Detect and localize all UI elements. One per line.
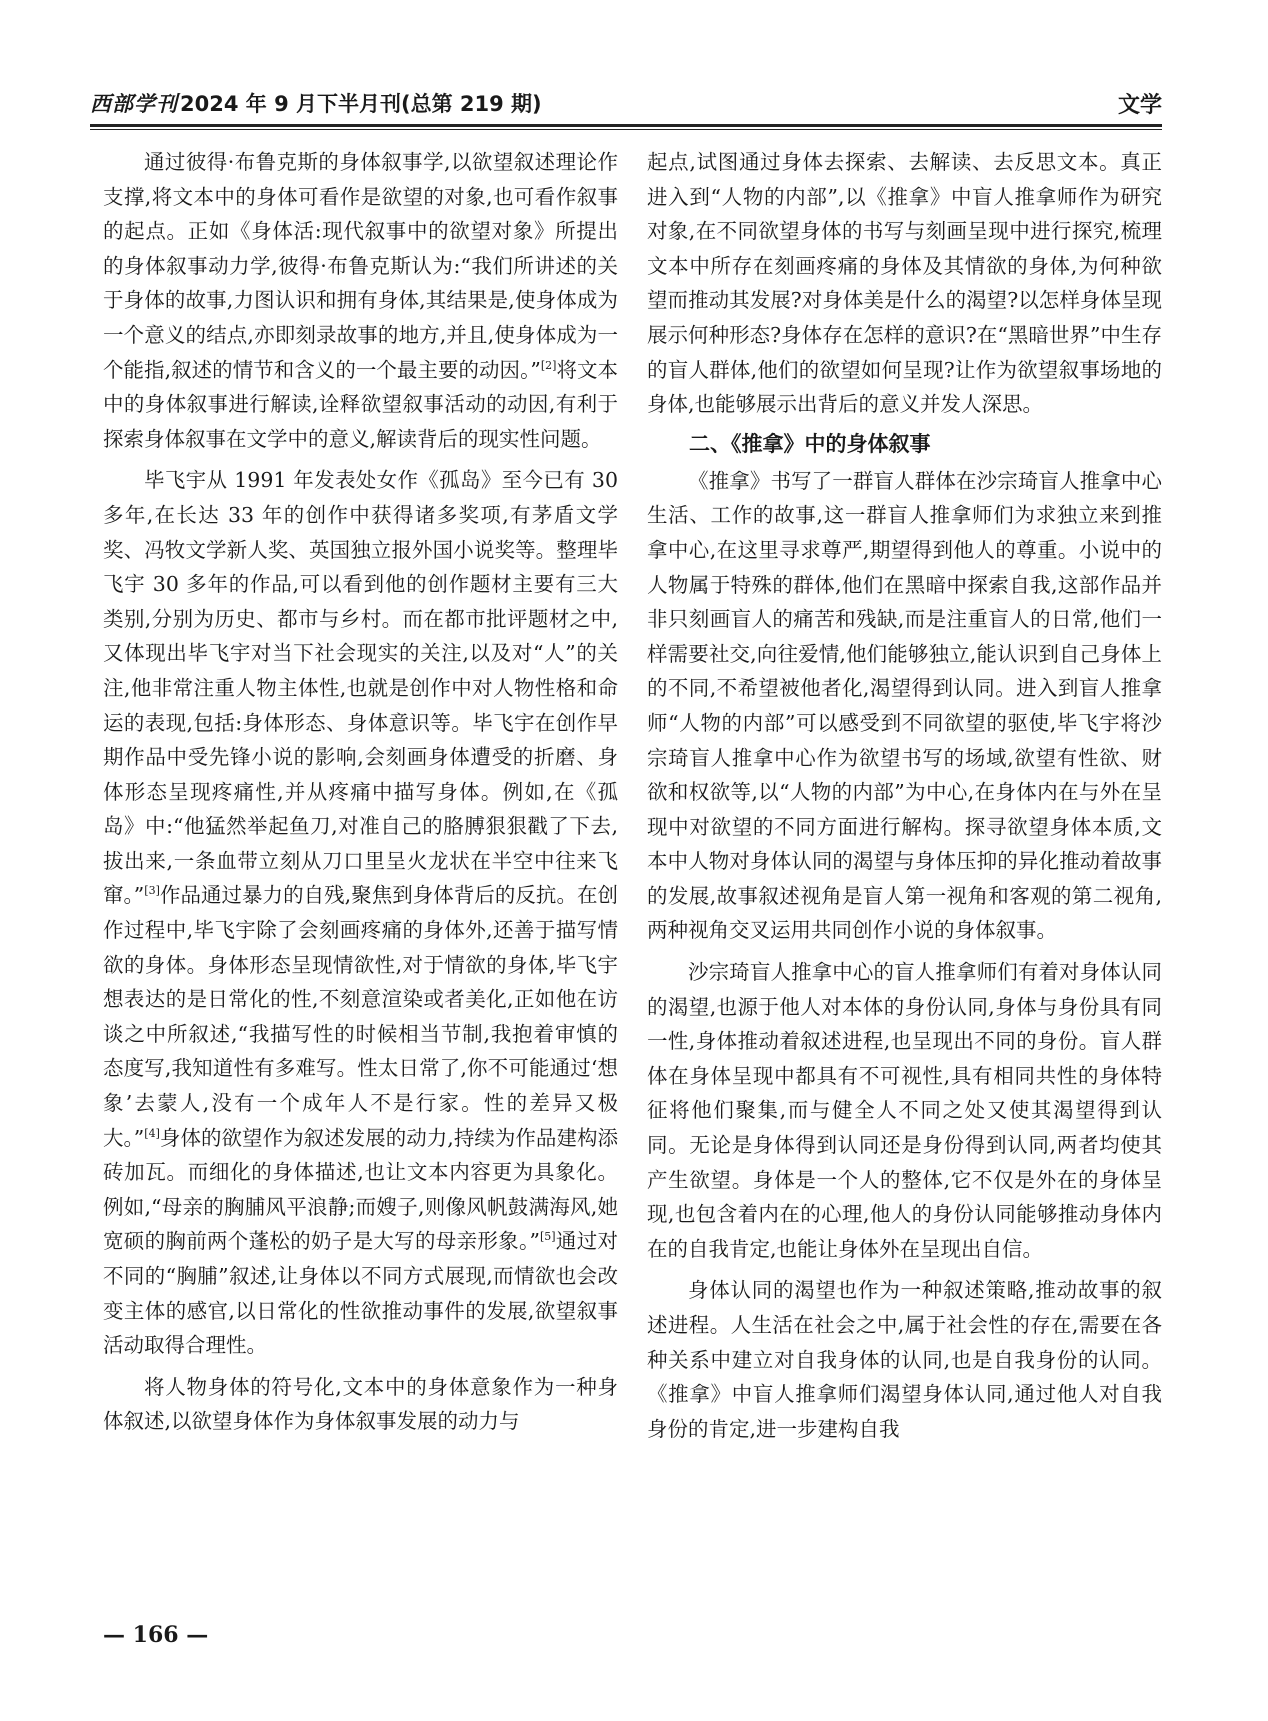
paragraph-3: 将人物身体的符号化,文本中的身体意象作为一种身体叙述,以欲望身体作为身体叙事发展的动力与 — [103, 1374, 618, 1434]
running-header — [90, 88, 1162, 122]
paragraph-6: 身体认同的渴望也作为一种叙述策略,推动故事的叙述进程。人生活在社会之中,属于社会性的存在,需要在各种关系中建立对自我身体的认同,也是自我身份的认同。《推拿》中盲人推拿师们渴望身体认同,通过他人对自我身份的肯定,进一步建构自我 — [647, 1278, 1162, 1441]
paragraph-2: 毕飞宇从 1991 年发表处女作《孤岛》至今已有 30 多年,在长达 33 年的创作中获得诸多奖项,有茅盾文学奖、冯牧文学新人奖、英国独立报外国小说奖等。整理毕飞宇 30 多年的作品,可以看到他的创作题材主要有三大类别,分别为历史、都市与乡村。而在都市批评题材之中,又体现出毕飞宇对当下社会现实的关注,以及对“人”的关注,他非常注重人物主体性,也就是创作中对人物性格和命运的表现,包括:身体形态、身体意识等。毕飞宇在创作早期作品中受先锋小说的影响,会刻画身体遭受的折磨、身体形态呈现疼痛性,并从疼痛中描写身体。例如,在《孤岛》中:“他猛然举起鱼刀,对准自己的胳膊狠狠戳了下去,拔出来,一条血带立刻从刀口里呈火龙状在半空中往来飞窜。”[3]作品通过暴力的自残,聚焦到身体背后的反抗。在创作过程中,毕飞宇除了会刻画疼痛的身体外,还善于描写情欲的身体。身体形态呈现情欲性,对于情欲的身体,毕飞宇想表达的是日常化的性,不刻意渲染或者美化,正如他在访谈之中所叙述,“我描写性的时候相当节制,我抱着审慎的态度写,我知道性有多难写。性太日常了,你不可能通过‘想象’去蒙人,没有一个成年人不是行家。性的差异又极大。”[4]身体的欲望作为叙述发展的动力,持续为作品建构添砖加瓦。而细化的身体描述,也让文本内容更为具象化。例如,“母亲的胸脯风平浪静;而嫂子,则像风帆鼓满海风,她宽硕的胸前两个蓬松的奶子是大写的母亲形象。”[5]通过对不同的“胸脯”叙述,让身体以不同方式展现,而情欲也会改变主体的感官,以日常化的性欲推动事件的发展,欲望叙事活动取得合理性。 — [103, 468, 618, 1358]
right-column — [647, 145, 1162, 1635]
paragraph-continued: 起点,试图通过身体去探索、去解读、去反思文本。真正进入到“人物的内部”,以《推拿》中盲人推拿师作为研究对象,在不同欲望身体的书写与刻画呈现中进行探究,梳理文本中所存在刻画疼痛的身体及其情欲的身体,为何种欲望而推动其发展?对身体美是什么的渴望?以怎样身体呈现展示何种形态?身体存在怎样的意识?在“黑暗世界”中生存的盲人群体,他们的欲望如何呈现?让作为欲望叙事场地的身体,也能够展示出背后的意义并发人深思。 — [647, 150, 1162, 417]
journal-logo: 西部学刊 — [90, 91, 178, 116]
section-label: 文学 — [1117, 93, 1162, 118]
page-number: — 166 — — [103, 1622, 209, 1648]
citation-ref: [2] — [540, 358, 557, 372]
journal-issue — [90, 88, 542, 118]
citation-ref: [3] — [144, 884, 160, 898]
citation-ref: [4] — [144, 1126, 160, 1140]
paragraph-5: 沙宗琦盲人推拿中心的盲人推拿师们有着对身体认同的渴望,也源于他人对本体的身份认同,身体与身份具有同一性,身体推动着叙述进程,也呈现出不同的身份。盲人群体在身体呈现中都具有不可视性,具有相同共性的身体特征将他们聚集,而与健全人不同之处又使其渴望得到认同。无论是身体得到认同还是身份得到认同,两者均使其产生欲望。身体是一个人的整体,它不仅是外在的身体呈现,也包含着内在的心理,他人的身份认同能够推动身体内在的自我肯定,也能让身体外在呈现出自信。 — [647, 960, 1162, 1261]
left-column — [103, 145, 618, 1635]
section-heading: 二、《推拿》中的身体叙事 — [689, 431, 931, 456]
issue-text: 2024 年 9 月下半月刊(总第 219 期) — [180, 92, 542, 116]
citation-ref: [5] — [540, 1230, 556, 1244]
header-rule-thin — [90, 129, 1162, 130]
header-rule — [90, 124, 1162, 127]
paragraph-4: 《推拿》书写了一群盲人群体在沙宗琦盲人推拿中心生活、工作的故事,这一群盲人推拿师们为求独立来到推拿中心,在这里寻求尊严,期望得到他人的尊重。小说中的人物属于特殊的群体,他们在黑暗中探索自我,这部作品并非只刻画盲人的痛苦和残缺,而是注重盲人的日常,他们一样需要社交,向往爱情,他们能够独立,能认识到自己身体上的不同,不希望被他者化,渴望得到认同。进入到盲人推拿师“人物的内部”可以感受到不同欲望的驱使,毕飞宇将沙宗琦盲人推拿中心作为欲望书写的场域,欲望有性欲、财欲和权欲等,以“人物的内部”为中心,在身体内在与外在呈现中对欲望的不同方面进行解构。探寻欲望身体本质,文本中人物对身体认同的渴望与身体压抑的异化推动着故事的发展,故事叙述视角是盲人第一视角和客观的第二视角,两种视角交叉运用共同创作小说的身体叙事。 — [647, 468, 1162, 943]
paragraph-1: 通过彼得·布鲁克斯的身体叙事学,以欲望叙述理论作支撑,将文本中的身体可看作是欲望的对象,也可看作叙事的起点。正如《身体活:现代叙事中的欲望对象》所提出的身体叙事动力学,彼得·布鲁克斯认为:“我们所讲述的关于身体的故事,力图认识和拥有身体,其结果是,使身体成为一个意义的结点,亦即刻录故事的地方,并且,使身体成为一个能指,叙述的情节和含义的一个最主要的动因。”[2]将文本中的身体叙事进行解读,诠释欲望叙事活动的动因,有利于探索身体叙事在文学中的意义,解读背后的现实性问题。 — [103, 150, 618, 451]
